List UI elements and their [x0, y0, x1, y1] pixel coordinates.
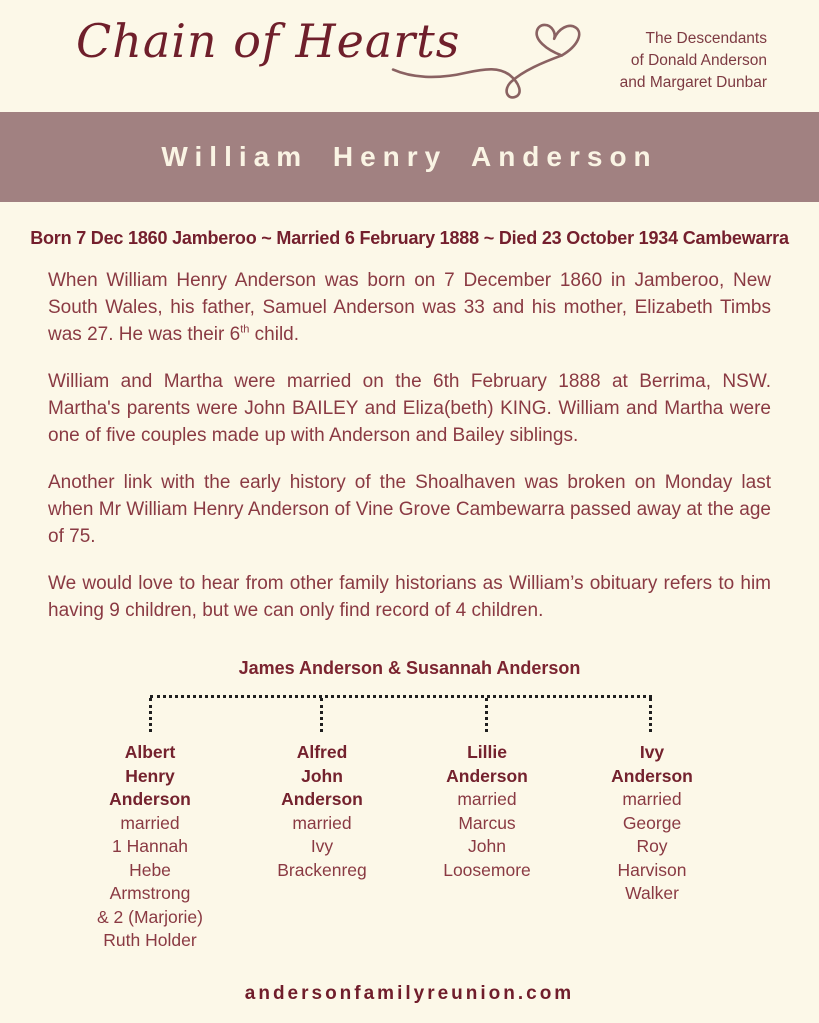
children-columns: [0, 741, 819, 966]
article-body: [0, 267, 819, 624]
child-detail-line: Ivy: [310, 836, 334, 856]
paragraph-birth-text: When William Henry Anderson was born on 7 December 1860 in Jamberoo, New South Wales, his father, Samuel Anderson was 33 and his mother, Elizabeth Timbs was 27. He was their 6: [48, 270, 771, 345]
child-column: [60, 741, 240, 953]
title-banner: [0, 112, 819, 202]
tagline-line: of Donald Anderson: [630, 52, 767, 69]
header: [0, 0, 819, 112]
child-name-line: Henry: [125, 765, 175, 786]
parents-heading: James Anderson & Susannah Anderson: [238, 658, 581, 678]
child-detail-line: Harvison: [617, 859, 687, 880]
child-detail-line: Brackenreg: [277, 859, 367, 880]
child-name-line: Alfred: [296, 742, 348, 762]
child-name-line: Ivy: [639, 742, 665, 762]
tree-connector-line: [150, 695, 652, 733]
article: [0, 228, 819, 966]
page-title: William Henry Anderson: [161, 141, 658, 172]
ordinal-superscript: th: [240, 323, 250, 336]
child-name-line: Anderson: [611, 765, 693, 786]
tree-connector-drop: [320, 698, 323, 732]
child-detail-line: Hebe: [129, 859, 171, 880]
child-column: [232, 741, 412, 882]
child-name-line: Albert: [124, 742, 176, 762]
paragraph-obituary: Another link with the early history of the Shoalhaven was broken on Monday last when Mr William Henry Anderson of Vine Grove Cambewarra passed away at the age of 75.: [48, 472, 771, 547]
tagline-line: and Margaret Dunbar: [619, 74, 767, 91]
website-link[interactable]: andersonfamilyreunion.com: [244, 983, 575, 1004]
footer: [0, 983, 819, 1005]
paragraph-birth: [48, 267, 771, 348]
tree-connector-drop: [485, 698, 488, 732]
family-tree: [0, 658, 819, 966]
child-detail-line: Walker: [625, 883, 679, 903]
paragraph-appeal: We would love to hear from other family historians as William’s obituary refers to him having 9 children, but we can only find record of 4 children.: [48, 573, 771, 621]
child-name-line: Anderson: [446, 765, 528, 786]
tagline: [620, 28, 767, 94]
child-detail-line: married: [292, 812, 352, 833]
tree-connector-drop: [149, 698, 152, 732]
child-column: [562, 741, 742, 906]
tree-connector-drop: [649, 698, 652, 732]
child-column: [397, 741, 577, 882]
logo-script-text: Chain of Hearts: [76, 14, 461, 68]
child-detail-line: Ruth Holder: [103, 930, 197, 950]
child-detail-line: Loosemore: [443, 859, 531, 880]
child-detail-line: Roy: [636, 836, 668, 856]
child-detail-line: John: [468, 836, 506, 856]
child-detail-line: Armstrong: [109, 883, 191, 903]
child-name-line: Anderson: [109, 789, 191, 809]
tagline-line: The Descendants: [645, 30, 767, 47]
child-detail-line: 1 Hannah: [112, 836, 188, 856]
child-name-line: John: [301, 765, 343, 786]
child-detail-line: Marcus: [458, 812, 516, 833]
vitals-line: Born 7 Dec 1860 Jamberoo ~ Married 6 February 1888 ~ Died 23 October 1934 Cambewarra: [30, 228, 789, 248]
child-detail-line: & 2 (Marjorie): [97, 906, 203, 927]
child-detail-line: married: [457, 789, 517, 809]
child-detail-line: married: [120, 812, 180, 833]
child-name-line: Anderson: [281, 789, 363, 809]
child-detail-line: George: [622, 812, 682, 833]
child-name-line: Lillie: [467, 742, 507, 762]
child-detail-line: married: [622, 789, 682, 809]
paragraph-marriage: William and Martha were married on the 6th February 1888 at Berrima, NSW. Martha's parents were John BAILEY and Eliza(beth) KING. William and Martha were one of five couples made up with Anderson and Bailey siblings.: [48, 371, 771, 446]
paragraph-birth-text-end: child.: [249, 324, 300, 345]
heart-flourish-icon: [386, 12, 588, 108]
